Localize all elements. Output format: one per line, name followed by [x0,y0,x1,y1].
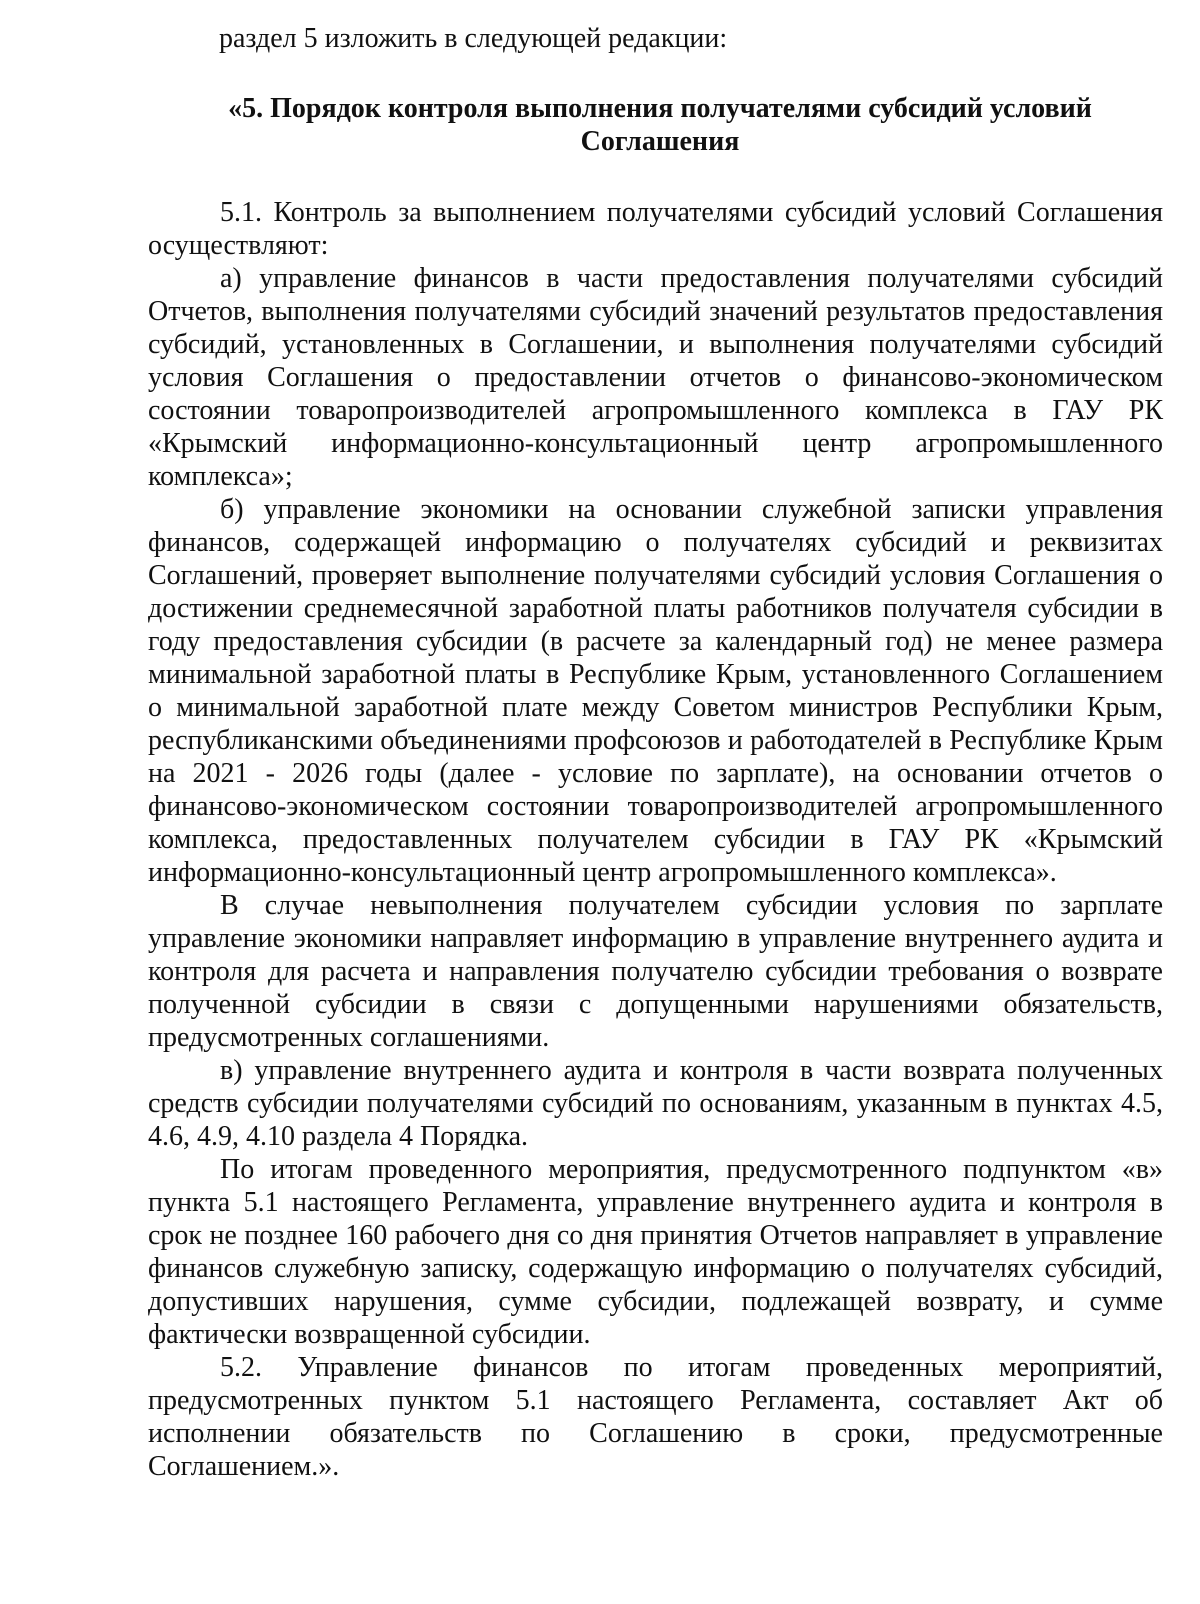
paragraph-subitem-b: б) управление экономики на основании служебной записки управления финансов, содержащей информацию о получателях субсидий и реквизитах Соглашений, проверяет выполнение получателями субсидий условия Соглашения о достижении среднемесячной заработной платы работников получателя субсидии в году предоставления субсидии (в расчете за календарный год) не менее размера минимальной заработной платы в Республике Крым, установленного Соглашением о минимальной заработной плате между Советом министров Республики Крым, республиканскими объединениями профсоюзов и работодателей в Республике Крым на 2021 - 2026 годы (далее - условие по зарплате), на основании отчетов о финансово-экономическом состоянии товаропроизводителей агропромышленного комплекса, предоставленных получателем субсидии в ГАУ РК «Крымский информационно-консультационный центр агропромышленного комплекса». [148,494,1163,888]
paragraph-audit-results: По итогам проведенного мероприятия, предусмотренного подпунктом «в» пункта 5.1 настоящего Регламента, управление внутреннего аудита и контроля в срок не позднее 160 рабочего дня со дня принятия Отчетов направляет в управление финансов служебную записку, содержащую информацию о получателях субсидий, допустивших нарушения, сумме субсидии, подлежащей возврату, и сумме фактически возвращенной субсидии. [148,1154,1163,1350]
paragraph-5-2: 5.2. Управление финансов по итогам проведенных мероприятий, предусмотренных пунктом 5.1 настоящего Регламента, составляет Акт об исполнении обязательств по Соглашению в сроки, предусмотренные Соглашением.». [148,1352,1163,1482]
section-heading-line-1: «5. Порядок контроля выполнения получателями субсидий условий [228,93,1092,124]
paragraph-subitem-a: а) управление финансов в части предоставления получателями субсидий Отчетов, выполнения получателями субсидий значений результатов предоставления субсидий, установленных в Соглашении, и выполнения получателями субсидий условия Соглашения о предоставлении отчетов о финансово-экономическом состоянии товаропроизводителей агропромышленного комплекса в ГАУ РК «Крымский информационно-консультационный центр агропромышленного комплекса»; [148,263,1163,492]
intro-line: раздел 5 изложить в следующей редакции: [219,23,728,54]
paragraph-5-1: 5.1. Контроль за выполнением получателями субсидий условий Соглашения осуществляют: [148,197,1163,261]
paragraph-salary-violation: В случае невыполнения получателем субсидии условия по зарплате управление экономики направляет информацию в управление внутреннего аудита и контроля для расчета и направления получателю субсидии требования о возврате полученной субсидии в связи с допущенными нарушениями обязательств, предусмотренных соглашениями. [148,890,1163,1053]
paragraph-subitem-v: в) управление внутреннего аудита и контроля в части возврата полученных средств субсидии получателями субсидий по основаниям, указанным в пунктах 4.5, 4.6, 4.9, 4.10 раздела 4 Порядка. [148,1055,1163,1152]
section-heading [160,92,1160,158]
section-heading-line-2: Соглашения [580,126,740,157]
section-body [148,196,1163,1483]
